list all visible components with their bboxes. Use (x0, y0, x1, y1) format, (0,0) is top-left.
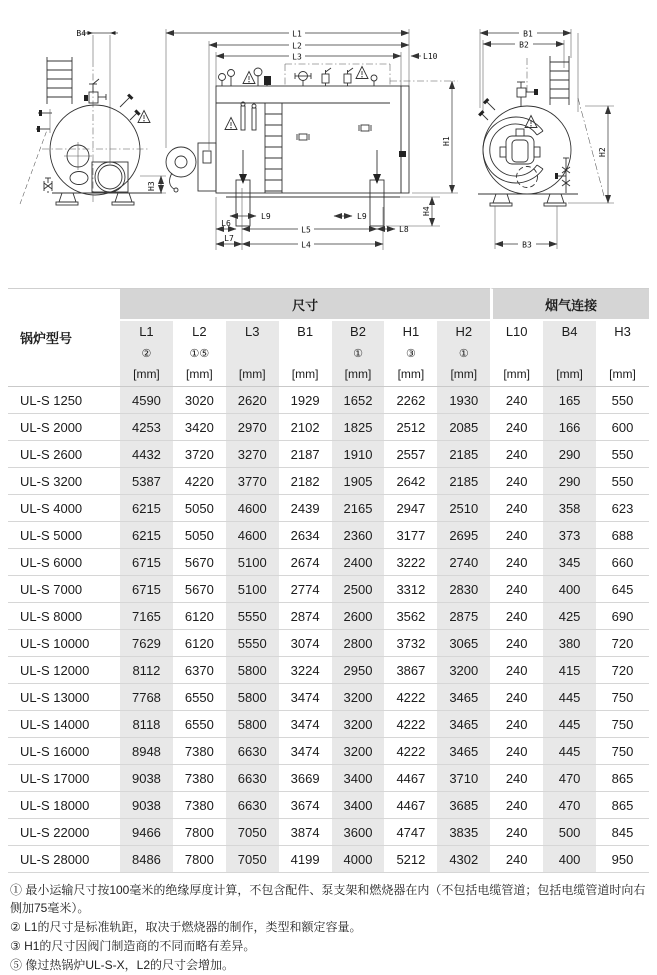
dim-label-b2: B2 (519, 40, 529, 50)
value-cell: 3474 (279, 684, 332, 711)
value-cell: 240 (490, 792, 543, 819)
value-cell: 425 (543, 603, 596, 630)
value-cell: 3420 (173, 414, 226, 441)
dim-label-l8: L8 (399, 225, 409, 234)
dim-label-h2: H2 (598, 147, 607, 157)
value-cell: 2400 (332, 549, 385, 576)
value-cell: 2557 (384, 441, 437, 468)
value-cell: 2950 (332, 657, 385, 684)
value-cell: 4600 (226, 522, 279, 549)
value-cell: 3710 (437, 765, 490, 792)
value-cell: 240 (490, 522, 543, 549)
warning-triangle-icon (525, 116, 537, 128)
value-cell: 2262 (384, 387, 437, 414)
table-row (8, 387, 649, 414)
model-cell: UL-S 17000 (8, 765, 120, 792)
value-cell: 4600 (226, 495, 279, 522)
value-cell: 5050 (173, 495, 226, 522)
value-cell: 2774 (279, 576, 332, 603)
table-row (8, 495, 649, 522)
value-cell: 550 (596, 441, 649, 468)
value-cell: 660 (596, 549, 649, 576)
value-cell: 3200 (332, 711, 385, 738)
value-cell: 3474 (279, 738, 332, 765)
value-cell: 8112 (120, 657, 173, 684)
value-cell: 470 (543, 765, 596, 792)
value-cell: 240 (490, 846, 543, 873)
value-cell: 9038 (120, 765, 173, 792)
value-cell: 3312 (384, 576, 437, 603)
value-cell: 415 (543, 657, 596, 684)
warning-triangle-icon (243, 72, 255, 84)
value-cell: 240 (490, 630, 543, 657)
value-cell: 240 (490, 657, 543, 684)
dimensions-group-header: 尺寸 (120, 288, 490, 321)
value-cell: 7800 (173, 819, 226, 846)
value-cell: 4199 (279, 846, 332, 873)
value-cell: 3224 (279, 657, 332, 684)
value-cell: 240 (490, 711, 543, 738)
dim-label-l7: L7 (224, 234, 234, 243)
model-cell: UL-S 5000 (8, 522, 120, 549)
warning-triangle-icon (225, 118, 237, 130)
table-row (8, 549, 649, 576)
dim-label-h1: H1 (442, 136, 451, 146)
footnotes (10, 881, 647, 974)
value-cell: 7380 (173, 738, 226, 765)
value-cell: 6215 (120, 522, 173, 549)
value-cell: 623 (596, 495, 649, 522)
value-cell: 2600 (332, 603, 385, 630)
value-cell: 4467 (384, 765, 437, 792)
model-cell: UL-S 7000 (8, 576, 120, 603)
value-cell: 240 (490, 765, 543, 792)
value-cell: 240 (490, 684, 543, 711)
value-cell: 690 (596, 603, 649, 630)
value-cell: 9038 (120, 792, 173, 819)
value-cell: 5100 (226, 576, 279, 603)
value-cell: 240 (490, 603, 543, 630)
warning-triangle-icon (138, 111, 150, 123)
value-cell: 7050 (226, 819, 279, 846)
column-header-l1: L1 ② [mm] (120, 321, 173, 387)
value-cell: 3674 (279, 792, 332, 819)
column-header-l3: L3 [mm] (226, 321, 279, 387)
warning-triangle-icon (356, 67, 368, 79)
value-cell: 5387 (120, 468, 173, 495)
model-cell: UL-S 3200 (8, 468, 120, 495)
value-cell: 2512 (384, 414, 437, 441)
model-cell: UL-S 2600 (8, 441, 120, 468)
model-cell: UL-S 10000 (8, 630, 120, 657)
table-row (8, 630, 649, 657)
value-cell: 3177 (384, 522, 437, 549)
value-cell: 645 (596, 576, 649, 603)
value-cell: 3465 (437, 684, 490, 711)
value-cell: 166 (543, 414, 596, 441)
dim-label-b4: B4 (76, 29, 86, 38)
dim-label-l6: L6 (221, 219, 231, 228)
table-row (8, 468, 649, 495)
value-cell: 2185 (437, 468, 490, 495)
value-cell: 445 (543, 738, 596, 765)
value-cell: 445 (543, 711, 596, 738)
value-cell: 240 (490, 819, 543, 846)
value-cell: 865 (596, 765, 649, 792)
model-cell: UL-S 13000 (8, 684, 120, 711)
value-cell: 290 (543, 441, 596, 468)
value-cell: 6630 (226, 738, 279, 765)
value-cell: 845 (596, 819, 649, 846)
value-cell: 6370 (173, 657, 226, 684)
boiler-front-view (20, 29, 166, 205)
value-cell: 8948 (120, 738, 173, 765)
table-row (8, 819, 649, 846)
dim-label-l10: L10 (423, 52, 438, 61)
boiler-technical-drawing (0, 0, 657, 278)
column-header-h2: H2 ① [mm] (437, 321, 490, 387)
value-cell: 358 (543, 495, 596, 522)
footnote-3: ③ H1的尺寸因阀门制造商的不同而略有差异。 (10, 939, 256, 953)
flue-connection-group-header: 烟气连接 (490, 288, 649, 321)
value-cell: 7800 (173, 846, 226, 873)
value-cell: 7629 (120, 630, 173, 657)
value-cell: 4222 (384, 711, 437, 738)
value-cell: 3200 (332, 738, 385, 765)
model-cell: UL-S 8000 (8, 603, 120, 630)
value-cell: 4302 (437, 846, 490, 873)
dim-label-l5: L5 (301, 225, 311, 235)
value-cell: 5100 (226, 549, 279, 576)
model-cell: UL-S 18000 (8, 792, 120, 819)
value-cell: 6550 (173, 711, 226, 738)
value-cell: 3600 (332, 819, 385, 846)
dim-label-l1: L1 (292, 29, 302, 39)
footnote-5: ⑤ 像过热锅炉UL-S-X，L2的尺寸会增加。 (10, 958, 235, 972)
dim-label-l4: L4 (301, 240, 311, 250)
table-row (8, 522, 649, 549)
value-cell: 550 (596, 387, 649, 414)
value-cell: 6215 (120, 495, 173, 522)
value-cell: 8118 (120, 711, 173, 738)
value-cell: 3400 (332, 765, 385, 792)
value-cell: 6715 (120, 549, 173, 576)
value-cell: 3835 (437, 819, 490, 846)
value-cell: 6550 (173, 684, 226, 711)
value-cell: 3222 (384, 549, 437, 576)
table-row (8, 846, 649, 873)
value-cell: 8486 (120, 846, 173, 873)
value-cell: 5550 (226, 603, 279, 630)
value-cell: 3732 (384, 630, 437, 657)
model-cell: UL-S 6000 (8, 549, 120, 576)
model-cell: UL-S 4000 (8, 495, 120, 522)
table-row (8, 738, 649, 765)
value-cell: 165 (543, 387, 596, 414)
value-cell: 4222 (384, 738, 437, 765)
value-cell: 2102 (279, 414, 332, 441)
value-cell: 5212 (384, 846, 437, 873)
value-cell: 3874 (279, 819, 332, 846)
value-cell: 2695 (437, 522, 490, 549)
value-cell: 3474 (279, 711, 332, 738)
value-cell: 3465 (437, 738, 490, 765)
value-cell: 3065 (437, 630, 490, 657)
boiler-side-view (166, 29, 458, 250)
value-cell: 2510 (437, 495, 490, 522)
value-cell: 950 (596, 846, 649, 873)
value-cell: 240 (490, 738, 543, 765)
dim-label-l9-right: L9 (357, 212, 367, 221)
value-cell: 345 (543, 549, 596, 576)
boiler-rear-view (478, 29, 614, 249)
dim-label-l3: L3 (292, 52, 302, 62)
value-cell: 445 (543, 684, 596, 711)
value-cell: 5800 (226, 657, 279, 684)
value-cell: 5550 (226, 630, 279, 657)
dim-label-b3: B3 (522, 240, 532, 250)
value-cell: 5670 (173, 549, 226, 576)
value-cell: 750 (596, 684, 649, 711)
value-cell: 7165 (120, 603, 173, 630)
value-cell: 2642 (384, 468, 437, 495)
value-cell: 9466 (120, 819, 173, 846)
table-row (8, 441, 649, 468)
value-cell: 1905 (332, 468, 385, 495)
value-cell: 3685 (437, 792, 490, 819)
model-cell: UL-S 14000 (8, 711, 120, 738)
model-cell: UL-S 22000 (8, 819, 120, 846)
value-cell: 2674 (279, 549, 332, 576)
value-cell: 6630 (226, 792, 279, 819)
table-row (8, 792, 649, 819)
column-header-b4: B4 [mm] (543, 321, 596, 387)
value-cell: 3720 (173, 441, 226, 468)
value-cell: 5800 (226, 711, 279, 738)
value-cell: 4253 (120, 414, 173, 441)
value-cell: 6630 (226, 765, 279, 792)
value-cell: 240 (490, 576, 543, 603)
value-cell: 400 (543, 846, 596, 873)
value-cell: 3200 (437, 657, 490, 684)
dimension-table (8, 288, 649, 873)
value-cell: 470 (543, 792, 596, 819)
value-cell: 5800 (226, 684, 279, 711)
value-cell: 3400 (332, 792, 385, 819)
dim-label-h3: H3 (147, 181, 156, 191)
value-cell: 4220 (173, 468, 226, 495)
value-cell: 3200 (332, 684, 385, 711)
value-cell: 720 (596, 630, 649, 657)
value-cell: 4467 (384, 792, 437, 819)
table-row (8, 414, 649, 441)
value-cell: 550 (596, 468, 649, 495)
value-cell: 3020 (173, 387, 226, 414)
value-cell: 3074 (279, 630, 332, 657)
value-cell: 600 (596, 414, 649, 441)
boiler-drawing-svg (0, 0, 657, 278)
dim-label-h4: H4 (422, 206, 431, 216)
value-cell: 4590 (120, 387, 173, 414)
dim-label-l9-left: L9 (261, 212, 271, 221)
value-cell: 5050 (173, 522, 226, 549)
value-cell: 1930 (437, 387, 490, 414)
value-cell: 1652 (332, 387, 385, 414)
model-cell: UL-S 28000 (8, 846, 120, 873)
table-row (8, 657, 649, 684)
value-cell: 3270 (226, 441, 279, 468)
table-row (8, 711, 649, 738)
value-cell: 1929 (279, 387, 332, 414)
value-cell: 2970 (226, 414, 279, 441)
value-cell: 2620 (226, 387, 279, 414)
model-column-header: 锅炉型号 (8, 288, 120, 387)
value-cell: 2800 (332, 630, 385, 657)
model-cell: UL-S 16000 (8, 738, 120, 765)
model-cell: UL-S 2000 (8, 414, 120, 441)
value-cell: 373 (543, 522, 596, 549)
value-cell: 720 (596, 657, 649, 684)
table-row (8, 765, 649, 792)
value-cell: 2740 (437, 549, 490, 576)
value-cell: 750 (596, 711, 649, 738)
value-cell: 865 (596, 792, 649, 819)
value-cell: 4432 (120, 441, 173, 468)
value-cell: 380 (543, 630, 596, 657)
value-cell: 290 (543, 468, 596, 495)
value-cell: 2875 (437, 603, 490, 630)
model-cell: UL-S 1250 (8, 387, 120, 414)
value-cell: 2085 (437, 414, 490, 441)
value-cell: 6120 (173, 603, 226, 630)
value-cell: 240 (490, 549, 543, 576)
value-cell: 4222 (384, 684, 437, 711)
value-cell: 3465 (437, 711, 490, 738)
value-cell: 2634 (279, 522, 332, 549)
value-cell: 2947 (384, 495, 437, 522)
value-cell: 2185 (437, 441, 490, 468)
value-cell: 6120 (173, 630, 226, 657)
value-cell: 240 (490, 387, 543, 414)
table-row (8, 603, 649, 630)
value-cell: 7380 (173, 765, 226, 792)
value-cell: 7380 (173, 792, 226, 819)
value-cell: 3770 (226, 468, 279, 495)
value-cell: 2500 (332, 576, 385, 603)
value-cell: 3669 (279, 765, 332, 792)
value-cell: 2360 (332, 522, 385, 549)
value-cell: 400 (543, 576, 596, 603)
table-row (8, 576, 649, 603)
value-cell: 1910 (332, 441, 385, 468)
model-cell: UL-S 12000 (8, 657, 120, 684)
value-cell: 3562 (384, 603, 437, 630)
dim-label-l2: L2 (292, 41, 302, 51)
column-header-b1: B1 [mm] (279, 321, 332, 387)
value-cell: 3867 (384, 657, 437, 684)
value-cell: 2182 (279, 468, 332, 495)
value-cell: 7050 (226, 846, 279, 873)
value-cell: 6715 (120, 576, 173, 603)
value-cell: 240 (490, 495, 543, 522)
value-cell: 1825 (332, 414, 385, 441)
table-row (8, 684, 649, 711)
value-cell: 688 (596, 522, 649, 549)
value-cell: 7768 (120, 684, 173, 711)
column-header-h3: H3 [mm] (596, 321, 649, 387)
value-cell: 750 (596, 738, 649, 765)
column-header-l10: L10 [mm] (490, 321, 543, 387)
value-cell: 4747 (384, 819, 437, 846)
value-cell: 2439 (279, 495, 332, 522)
value-cell: 2830 (437, 576, 490, 603)
column-header-b2: B2 ① [mm] (332, 321, 385, 387)
column-header-l2: L2 ①⑤ [mm] (173, 321, 226, 387)
value-cell: 240 (490, 441, 543, 468)
value-cell: 4000 (332, 846, 385, 873)
column-header-h1: H1 ③ [mm] (384, 321, 437, 387)
value-cell: 2187 (279, 441, 332, 468)
dim-label-b1: B1 (523, 29, 533, 39)
value-cell: 5670 (173, 576, 226, 603)
footnote-1: ① 最小运输尺寸按100毫米的绝缘厚度计算，不包含配件、泵支架和燃烧器在内（不包括电缆管道；包括电缆管道时向右侧加75毫米）。 (10, 883, 646, 915)
value-cell: 240 (490, 468, 543, 495)
value-cell: 500 (543, 819, 596, 846)
footnote-2: ② L1的尺寸是标准轨距，取决于燃烧器的制作，类型和额定容量。 (10, 920, 362, 934)
value-cell: 240 (490, 414, 543, 441)
value-cell: 2874 (279, 603, 332, 630)
value-cell: 2165 (332, 495, 385, 522)
